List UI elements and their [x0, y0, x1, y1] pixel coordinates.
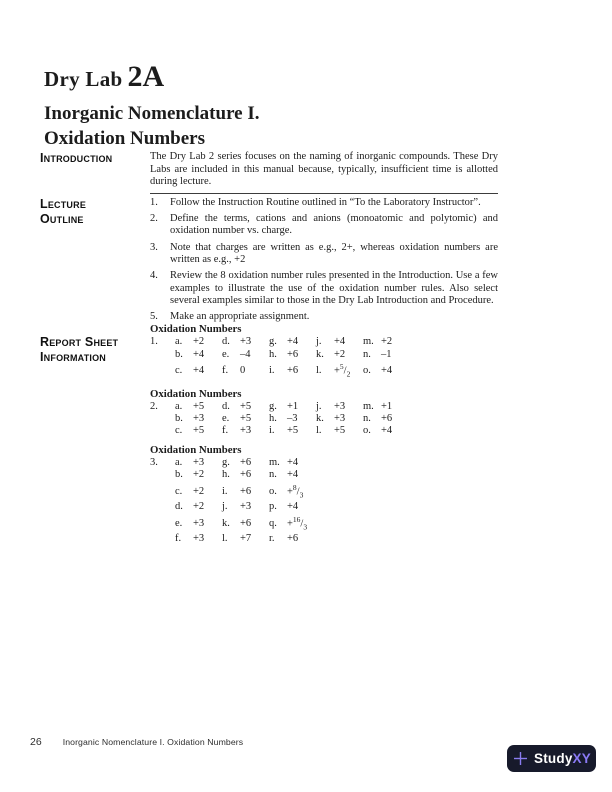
entry-letter: j.: [222, 501, 228, 513]
entry-value: +2: [334, 348, 346, 360]
entry-value: +3: [334, 412, 346, 424]
entry-letter: n.: [363, 348, 371, 360]
oxidation-table: [150, 388, 498, 438]
item-number: 5.: [150, 311, 158, 323]
entry-letter: c.: [175, 425, 183, 437]
entry-value: –1: [381, 348, 392, 360]
page-subtitle: [44, 101, 260, 151]
entry-letter: a.: [175, 457, 183, 469]
entry-value: +2: [193, 336, 205, 348]
entry-letter: h.: [222, 469, 230, 481]
entry-letter: c.: [175, 365, 183, 377]
entry-value: +2: [381, 336, 393, 348]
table-row: [150, 533, 498, 545]
row-number: 2.: [150, 400, 158, 412]
item-text: Note that charges are written as e.g., 2+, whereas oxidation numbers are written as e.g., +2: [170, 241, 498, 265]
entry-letter: g.: [269, 400, 277, 412]
entry-letter: r.: [269, 533, 275, 545]
entry-letter: m.: [269, 457, 280, 469]
footer-running-title: Inorganic Nomenclature I. Oxidation Numbers: [62, 737, 244, 747]
entry-value: +3: [240, 336, 252, 348]
oxidation-table: [150, 444, 498, 545]
oxidation-table-heading: Oxidation Numbers: [150, 444, 242, 457]
entry-value: +6: [287, 365, 299, 377]
entry-value: +6: [240, 518, 252, 530]
entry-letter: b.: [175, 412, 183, 424]
entry-value: +4: [287, 501, 299, 513]
entry-value: $+^8/_3$: [287, 482, 304, 500]
entry-letter: e.: [175, 518, 183, 530]
entry-letter: m.: [363, 400, 374, 412]
subtitle-line-1: Inorganic Nomenclature I.: [44, 103, 260, 124]
lecture-outline-list: [150, 197, 498, 324]
entry-value: +6: [381, 412, 393, 424]
entry-letter: q.: [269, 518, 277, 530]
entry-letter: m.: [363, 336, 374, 348]
entry-value: +3: [193, 412, 205, 424]
item-number: 3.: [150, 241, 158, 253]
lecture-outline-item: [150, 213, 498, 238]
entry-letter: l.: [222, 533, 228, 545]
entry-value: +1: [287, 400, 299, 412]
row-number: 3.: [150, 457, 158, 469]
entry-letter: k.: [222, 518, 230, 530]
entry-value: +3: [193, 518, 205, 530]
entry-letter: d.: [222, 336, 230, 348]
entry-letter: k.: [316, 412, 324, 424]
entry-value: +5: [287, 425, 299, 437]
lecture-label-line-2: Outline: [40, 211, 84, 226]
entry-letter: e.: [222, 348, 230, 360]
entry-letter: a.: [175, 400, 183, 412]
table-row: [150, 501, 498, 513]
entry-letter: g.: [269, 336, 277, 348]
entry-value: +4: [193, 348, 205, 360]
entry-value: $+^{16}/_3$: [287, 514, 308, 532]
entry-value: +4: [334, 336, 346, 348]
item-number: 1.: [150, 196, 158, 208]
table-row: [150, 457, 498, 469]
entry-letter: d.: [222, 400, 230, 412]
item-text: Follow the Instruction Routine outlined in “To the Laboratory Instructor”.: [170, 196, 481, 208]
oxidation-table: [150, 323, 498, 380]
entry-letter: p.: [269, 501, 277, 513]
entry-letter: l.: [316, 365, 322, 377]
lecture-label-line-1: Lecture: [40, 196, 87, 211]
entry-value: –4: [240, 348, 251, 360]
entry-value: +5: [334, 425, 346, 437]
entry-letter: k.: [316, 348, 324, 360]
item-number: 2.: [150, 213, 158, 225]
divider-row: [40, 193, 498, 194]
report-sheet-label: [40, 335, 150, 552]
title-number: 2A: [127, 60, 165, 93]
lecture-outline-label: [40, 197, 150, 324]
table-row: [150, 336, 498, 348]
lecture-outline-section: [40, 197, 498, 324]
title-block: [44, 60, 260, 151]
item-number: 4.: [150, 270, 158, 282]
entry-letter: j.: [316, 400, 322, 412]
entry-letter: a.: [175, 336, 183, 348]
report-label-line-1: Report Sheet: [40, 335, 119, 350]
entry-letter: n.: [269, 469, 277, 481]
entry-letter: i.: [222, 486, 228, 498]
plus-icon: [512, 750, 529, 767]
entry-value: +7: [240, 533, 252, 545]
entry-value: +2: [193, 486, 205, 498]
entry-letter: o.: [363, 425, 371, 437]
lecture-outline-item: [150, 311, 498, 323]
entry-value: +5: [240, 400, 252, 412]
table-row: [150, 469, 498, 481]
report-tables: [150, 323, 498, 552]
table-row: [150, 514, 498, 534]
entry-value: +1: [381, 400, 393, 412]
entry-value: +5: [193, 400, 205, 412]
entry-value: +2: [193, 469, 205, 481]
entry-value: $+^5/_2$: [334, 361, 351, 379]
page-footer: [30, 736, 243, 748]
entry-letter: o.: [363, 365, 371, 377]
entry-letter: c.: [175, 486, 183, 498]
item-text: Review the 8 oxidation number rules presented in the Introduction. Use a few examples to illustrate the use of the oxidation number rules. Also select several examples similar to those in the Dry Lab Introduction and Procedure.: [170, 270, 498, 306]
row-number: 1.: [150, 336, 158, 348]
title-prefix: Dry Lab: [44, 67, 123, 91]
entry-letter: h.: [269, 412, 277, 424]
entry-value: –3: [287, 412, 298, 424]
report-sheet-section: [40, 323, 498, 552]
entry-letter: b.: [175, 348, 183, 360]
brand-name-accent: XY: [572, 751, 591, 766]
introduction-body: The Dry Lab 2 series focuses on the naming of inorganic compounds. These Dry Labs are included in this manual because, typically, insufficient time is allotted during lecture.: [150, 151, 498, 188]
entry-value: +5: [240, 412, 252, 424]
brand-badge: [507, 745, 596, 772]
entry-value: +5: [193, 425, 205, 437]
table-row: [150, 425, 498, 437]
table-row: [150, 482, 498, 502]
introduction-section: [40, 151, 498, 189]
entry-value: +3: [240, 425, 252, 437]
entry-value: +6: [287, 348, 299, 360]
oxidation-table-heading: Oxidation Numbers: [150, 323, 242, 336]
oxidation-table-heading: Oxidation Numbers: [150, 387, 242, 400]
table-row: [150, 401, 498, 413]
report-label-line-2: Information: [40, 350, 106, 365]
entry-letter: b.: [175, 469, 183, 481]
entry-letter: n.: [363, 412, 371, 424]
entry-letter: i.: [269, 425, 275, 437]
content-area: [40, 151, 498, 553]
introduction-label: Introduction: [40, 151, 113, 165]
brand-name: [534, 751, 591, 766]
entry-value: 0: [240, 365, 246, 377]
entry-value: +2: [193, 501, 205, 513]
brand-name-primary: Study: [534, 751, 573, 766]
entry-value: +6: [240, 486, 252, 498]
entry-value: +6: [240, 469, 252, 481]
entry-letter: o.: [269, 486, 277, 498]
subtitle-line-2: Oxidation Numbers: [44, 128, 205, 149]
entry-value: +3: [193, 457, 205, 469]
entry-letter: f.: [222, 425, 229, 437]
entry-value: +4: [381, 365, 393, 377]
item-text: Define the terms, cations and anions (monoatomic and polytomic) and oxidation number vs. charge.: [170, 213, 498, 237]
page-title: [44, 60, 260, 94]
entry-value: +4: [287, 457, 299, 469]
entry-value: +3: [193, 533, 205, 545]
entry-value: +4: [381, 425, 393, 437]
entry-letter: f.: [175, 533, 182, 545]
section-divider: [150, 193, 498, 194]
lecture-outline-item: [150, 242, 498, 267]
table-row: [150, 413, 498, 425]
entry-letter: e.: [222, 412, 230, 424]
entry-value: +3: [240, 501, 252, 513]
entry-letter: f.: [222, 365, 229, 377]
entry-letter: i.: [269, 365, 275, 377]
entry-value: +4: [193, 365, 205, 377]
item-text: Make an appropriate assignment.: [170, 311, 310, 323]
table-row: [150, 349, 498, 361]
entry-value: +4: [287, 469, 299, 481]
entry-value: +6: [240, 457, 252, 469]
entry-value: +4: [287, 336, 299, 348]
entry-letter: d.: [175, 501, 183, 513]
entry-letter: j.: [316, 336, 322, 348]
entry-letter: g.: [222, 457, 230, 469]
table-row: [150, 361, 498, 381]
entry-value: +3: [334, 400, 346, 412]
lecture-outline-item: [150, 270, 498, 307]
entry-value: +6: [287, 533, 299, 545]
entry-letter: h.: [269, 348, 277, 360]
page-number: 26: [30, 736, 42, 748]
lecture-outline-item: [150, 197, 498, 209]
entry-letter: l.: [316, 425, 322, 437]
